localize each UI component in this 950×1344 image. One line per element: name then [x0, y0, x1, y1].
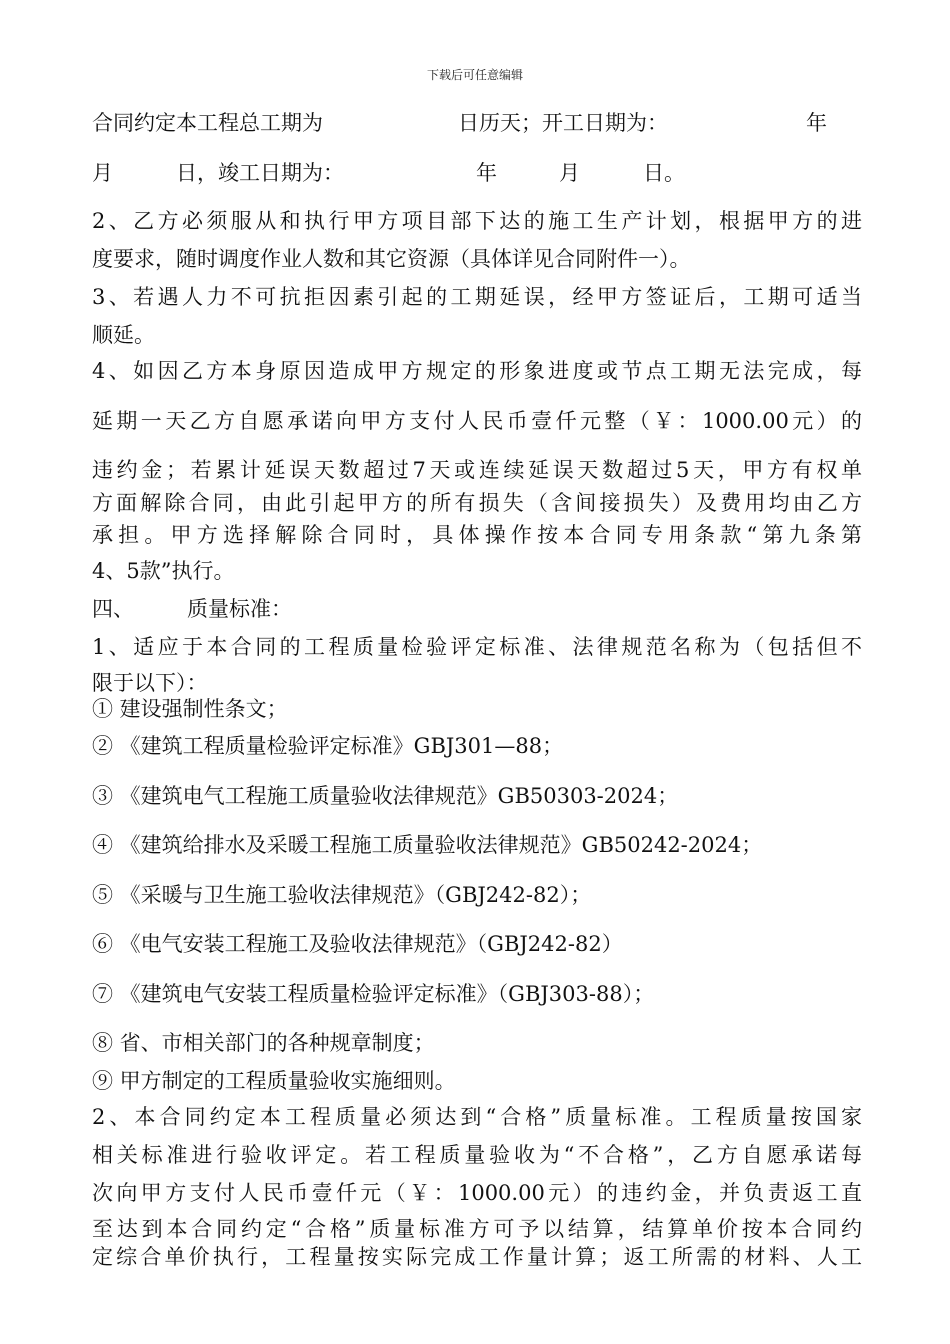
body-line: 2、乙方必须服从和执行甲方项目部下达的施工生产计划，根据甲方的进	[92, 209, 862, 233]
period-line-2-a: 月	[92, 161, 113, 185]
body-line: 顺延。	[92, 323, 155, 347]
list-item: ③ 《建筑电气工程施工质量验收法律规范》GB50303-2024；	[92, 784, 679, 808]
body-line: 4、5款”执行。	[92, 559, 235, 583]
list-item: ⑤ 《采暖与卫生施工验收法律规范》（GBJ242-82）；	[92, 883, 592, 907]
list-item: ⑧ 省、市相关部门的各种规章制度；	[92, 1031, 435, 1055]
period-line-1-b: 日历天；开工日期为：	[458, 111, 668, 135]
body-line: 4、如因乙方本身原因造成甲方规定的形象进度或节点工期无法完成，每	[92, 359, 862, 383]
list-item: ⑦ 《建筑电气安装工程质量检验评定标准》（GBJ303-88）；	[92, 982, 655, 1006]
list-item: ① 建设强制性条文；	[92, 697, 288, 721]
body-line: 方面解除合同，由此引起甲方的所有损失（含间接损失）及费用均由乙方	[92, 491, 862, 515]
section-four-number: 四、	[92, 597, 134, 621]
body-line: 限于以下）：	[92, 671, 208, 695]
period-line-2-d: 月	[559, 161, 580, 185]
body-line: 相关标准进行验收评定。若工程质量验收为“不合格”，乙方自愿承诺每	[92, 1143, 862, 1167]
list-item: ⑥ 《电气安装工程施工及验收法律规范》（GBJ242-82）	[92, 932, 623, 956]
body-line: 至达到本合同约定“合格”质量标准方可予以结算，结算单价按本合同约	[92, 1217, 862, 1241]
body-line: 延期一天乙方自愿承诺向甲方支付人民币壹仟元整（￥：1000.00元）的	[92, 409, 862, 433]
body-line: 定综合单价执行，工程量按实际完成工作量计算；返工所需的材料、人工	[92, 1245, 862, 1269]
section-four-title: 质量标准：	[187, 597, 292, 621]
period-line-1-c: 年	[806, 111, 827, 135]
body-line: 次向甲方支付人民币壹仟元（￥：1000.00元）的违约金，并负责返工直	[92, 1181, 862, 1205]
period-line-1-a: 合同约定本工程总工期为	[92, 111, 323, 135]
period-line-2-e: 日。	[643, 161, 685, 185]
list-item: ④ 《建筑给排水及采暖工程施工质量验收法律规范》GB50242-2024；	[92, 833, 763, 857]
body-line: 1、适应于本合同的工程质量检验评定标准、法律规范名称为（包括但不	[92, 635, 862, 659]
body-line: 3、若遇人力不可抗拒因素引起的工期延误，经甲方签证后，工期可适当	[92, 285, 862, 309]
period-line-2-b: 日，竣工日期为：	[176, 161, 344, 185]
list-item: ② 《建筑工程质量检验评定标准》GBJ301—88；	[92, 734, 564, 758]
body-line: 违约金；若累计延误天数超过7天或连续延误天数超过5天，甲方有权单	[92, 458, 862, 482]
page-header: 下载后可任意编辑	[426, 68, 523, 82]
period-line-2-c: 年	[476, 161, 497, 185]
list-item: ⑨ 甲方制定的工程质量验收实施细则。	[92, 1069, 456, 1093]
body-line: 2、本合同约定本工程质量必须达到“合格”质量标准。工程质量按国家	[92, 1105, 862, 1129]
body-line: 承担。甲方选择解除合同时，具体操作按本合同专用条款“第九条第	[92, 523, 862, 547]
body-line: 度要求，随时调度作业人数和其它资源（具体详见合同附件一）。	[92, 247, 691, 271]
